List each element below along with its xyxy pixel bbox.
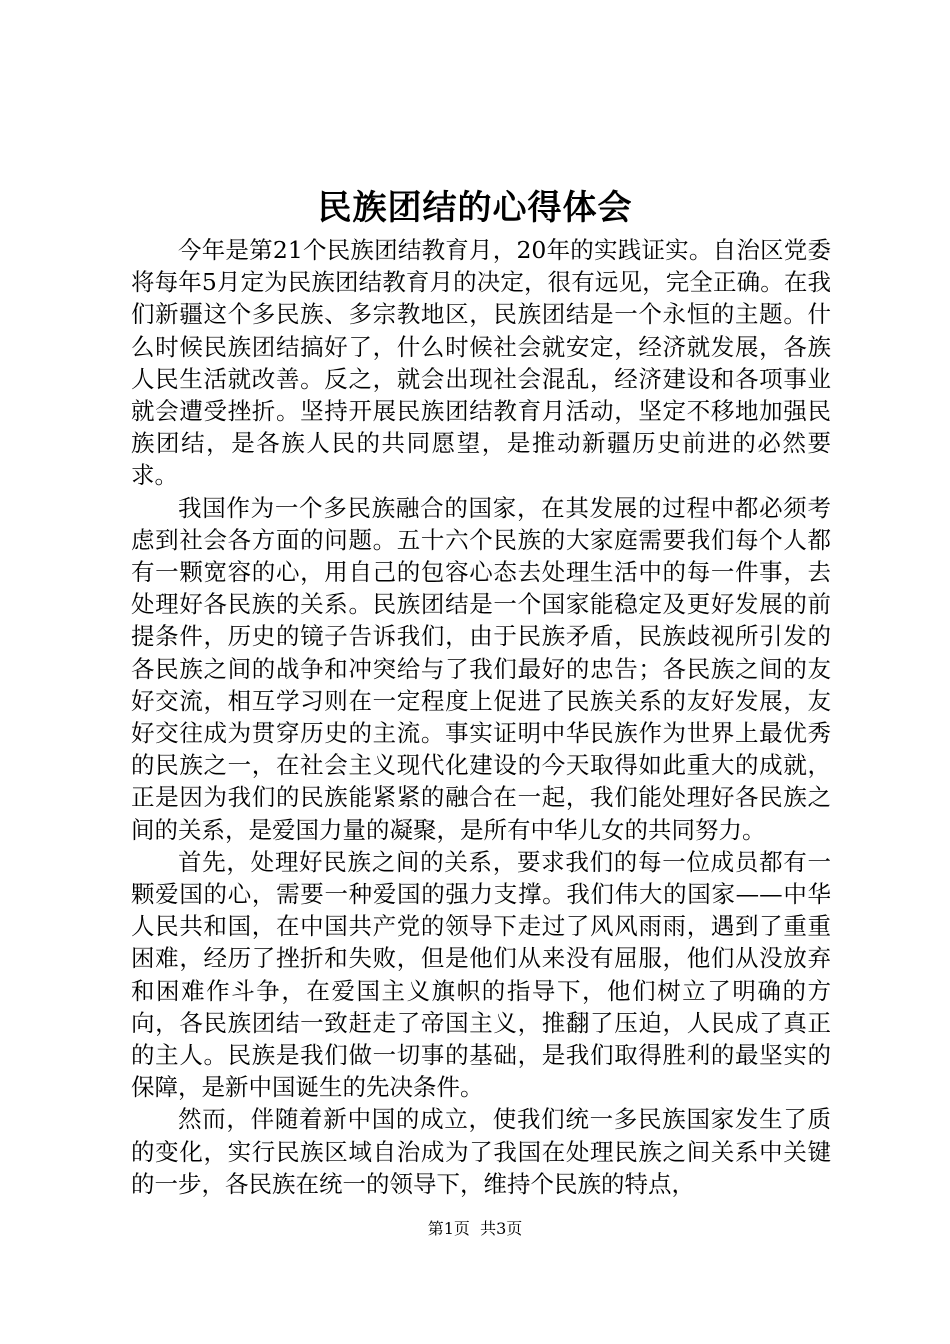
document-title: 民族团结的心得体会 <box>317 188 633 228</box>
document-body <box>131 234 831 1200</box>
paragraph: 我国作为一个多民族融合的国家，在其发展的过程中都必须考虑到社会各方面的问题。五十六个民族的大家庭需要我们每个人都有一颗宽容的心，用自己的包容心态去处理生活中的每一件事，去处理好各民族的关系。民族团结是一个国家能稳定及更好发展的前提条件，历史的镜子告诉我们，由于民族矛盾，民族歧视所引发的各民族之间的战争和冲突给与了我们最好的忠告；各民族之间的友好交流，相互学习则在一定程度上促进了民族关系的友好发展，友好交往成为贯穿历史的主流。事实证明中华民族作为世界上最优秀的民族之一，在社会主义现代化建设的今天取得如此重大的成就，正是因为我们的民族能紧紧的融合在一起，我们能处理好各民族之间的关系，是爱国力量的凝聚，是所有中华儿女的共同努力。 <box>131 493 831 844</box>
page-footer <box>0 1218 950 1240</box>
paragraph: 然而，伴随着新中国的成立，使我们统一多民族国家发生了质的变化，实行民族区域自治成为了我国在处理民族之间关系中关键的一步，各民族在统一的领导下，维持个民族的特点， <box>131 1105 831 1198</box>
paragraph: 今年是第21个民族团结教育月，20年的实践证实。自治区党委将每年5月定为民族团结教育月的决定，很有远见，完全正确。在我们新疆这个多民族、多宗教地区，民族团结是一个永恒的主题。什么时候民族团结搞好了，什么时候社会就安定，经济就发展，各族人民生活就改善。反之，就会出现社会混乱，经济建设和各项事业就会遭受挫折。坚持开展民族团结教育月活动，坚定不移地加强民族团结，是各族人民的共同愿望，是推动新疆历史前进的必然要求。 <box>131 236 831 490</box>
paragraph: 首先，处理好民族之间的关系，要求我们的每一位成员都有一颗爱国的心，需要一种爱国的强力支撑。我们伟大的国家——中华人民共和国，在中国共产党的领导下走过了风风雨雨，遇到了重重困难，经历了挫折和失败，但是他们从来没有屈服，他们从没放弃和困难作斗争，在爱国主义旗帜的指导下，他们树立了明确的方向，各民族团结一致赶走了帝国主义，推翻了压迫，人民成了真正的主人。民族是我们做一切事的基础，是我们取得胜利的最坚实的保障，是新中国诞生的先决条件。 <box>131 847 831 1102</box>
page-number: 第1页 共3页 <box>427 1219 523 1238</box>
